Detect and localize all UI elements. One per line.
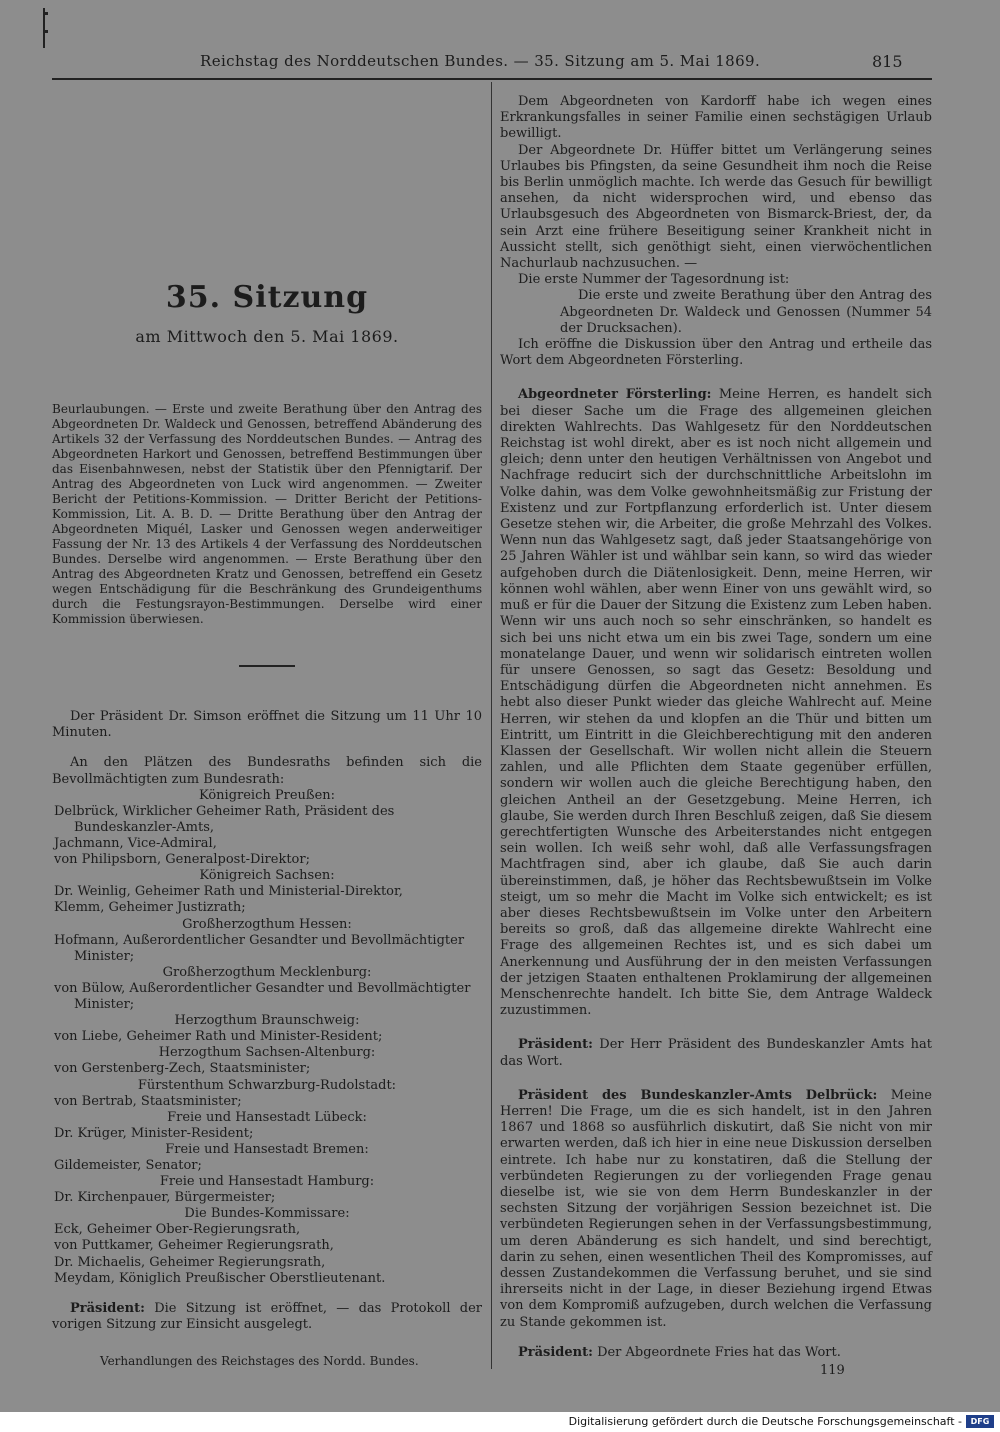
roster-state: Die Bundes-Kommissare: [184,1206,350,1222]
left-column [52,270,482,1333]
corner-dot [45,12,48,15]
speech-praesident-2 [500,1345,932,1361]
dfg-logo-icon: DFG [966,1415,994,1428]
right-column [500,94,932,1378]
roster-member: Dr. Kirchenpauer, Bürgermeister; [54,1190,276,1206]
roster-state: Großherzogthum Hessen: [182,916,352,932]
roster-member: von Philipsborn, Generalpost-Direktor; [54,852,310,868]
roster-state: Großherzogthum Mecklenburg: [162,964,372,980]
roster-member: von Bertrab, Staatsminister; [54,1093,242,1109]
paragraph: Der Abgeordnete Dr. Hüffer bittet um Verlängerung seines Urlaubes bis Pfingsten, da seine Gesundheit ihm noch die Reise bis Berlin unmöglich machte. Ich werde das Gesuch für bewilligt ansehen, da nicht widersprochen wird, und ebenso das Urlaubsgesuch des Abgeordneten von Bismarck-Briest, der, da sein Arzt eine frühere Beseitigung seiner Krankheit nicht in Aussicht stellt, sich genöthigt sieht, einen vierwöchentlichen Nachurlaub nachzusuchen. — [500,142,932,272]
roster-state: Königreich Preußen: [198,787,336,803]
roster-member: von Bülow, Außerordentlicher Gesandter und Bevollmächtigter Minister; [54,980,471,1013]
roster-state: Königreich Sachsen: [199,868,335,884]
speaker-label: Abgeordneter Försterling: [518,387,712,403]
roster-state: Herzogthum Sachsen-Altenburg: [158,1045,376,1061]
corner-dot [45,30,48,33]
speaker-label: Präsident: [518,1344,593,1360]
footer-bar [0,1412,1000,1432]
roster-state: Freie und Hansestadt Hamburg: [159,1174,375,1190]
paragraph: Dem Abgeordneten von Kardorff habe ich wegen eines Erkrankungsfalles in seiner Familie einen sechstägigen Urlaub bewilligt. [500,94,932,142]
session-title: 35. Sitzung [165,280,369,315]
roster-member: von Puttkamer, Geheimer Regierungsrath, [54,1238,334,1254]
roster-member: Delbrück, Wirklicher Geheimer Rath, Präsident des Bundeskanzler-Amts, [54,803,395,835]
speaker-label: Präsident: [70,1300,145,1316]
speech-delbrueck [500,1088,932,1331]
page-number: 815 [872,52,903,71]
speech-praesident [500,1037,932,1069]
roster-member: Gildemeister, Senator; [54,1157,202,1173]
bundesrath-intro: An den Plätzen des Bundesraths befinden sich die Bevollmächtigten zum Bundesrath: [52,755,482,787]
president-opening [52,1301,482,1333]
bottom-imprint: Verhandlungen des Reichstages des Nordd. Bundes. [100,1354,419,1368]
roster-member: Dr. Michaelis, Geheimer Regierungsrath, [54,1254,326,1270]
speech-text: Der Abgeordnete Fries hat das Wort. [597,1344,841,1360]
section-rule [239,665,295,667]
paragraph: Die erste Nummer der Tagesordnung ist: [518,272,790,288]
roster-state: Freie und Hansestadt Bremen: [165,1141,369,1157]
speech-text: Der Herr Präsident des Bundeskanzler Amts hat das Wort. [500,1037,932,1069]
roster-state: Freie und Hansestadt Lübeck: [167,1109,367,1125]
roster-state: Fürstenthum Schwarzburg-Rudolstadt: [137,1077,397,1093]
session-summary: Beurlaubungen. — Erste und zweite Berathung über den Antrag des Abgeordneten Dr. Waldeck und Genossen, betreffend Abänderung des Artikels 32 der Verfassung des Norddeutschen Bundes. — Antrag des Abgeordneten Harkort und Genossen, betreffend Bestimmungen über das Eisenbahnwesen, nebst der Statistik über den Pfennigtarif. Der Antrag des Abgeordneten von Luck wird angenommen. — Zweiter Bericht der Petitions-Kommission. — Dritter Bericht der Petitions-Kommission, Lit. A. B. D. — Dritte Berathung über den Antrag der Abgeordneten Miquél, Lasker und Genossen wegen anderweitiger Fassung der Nr. 13 des Artikels 4 der Verfassung des Norddeutschen Bundes. Derselbe wird angenommen. — Erste Berathung über den Antrag des Abgeordneten Kratz und Genossen, betreffend ein Gesetz wegen Entschädigung für die Beschränkung des Grundeigenthums durch die Festungsrayon-Bestimmungen. Derselbe wird einer Kommission überwiesen. [52,402,482,626]
roster-member: Meydam, Königlich Preußischer Oberstlieutenant. [54,1270,386,1286]
session-date: am Mittwoch den 5. Mai 1869. [135,327,399,346]
roster-member: von Gerstenberg-Zech, Staatsminister; [54,1061,311,1077]
speech-text: Meine Herren! Die Frage, um die es sich handelt, ist in den Jahren 1867 und 1868 so ausführlich diskutirt, daß Sie nicht von mir erwarten werden, daß ich hier in eine neue Diskussion derselben eintrete. Ich habe nur zu konstatiren, daß die Stellung der verbündeten Regierungen zu der vorliegenden Frage genau dieselbe ist, wie sie von dem Herrn Bundeskanzler in der sechsten Sitzung der vorjährigen Session bezeichnet ist. Die verbündeten Regierungen sehen in der Verfassungsbestimmung, um deren Abänderung es sich handelt, und sind berechtigt, darin zu sehen, einen wesentlichen Theil des Kompromisses, auf dessen Zustandekommen die Verfassung beruhet, und sie sind ihrerseits nicht in der Lage, in dieser Beziehung irgend Etwas von dem Kompromiß aufzugeben, durch welchen die Verfassung zu Stande gekommen ist. [500,1087,932,1330]
speech-foersterling [500,387,932,1019]
roster-member: Jachmann, Vice-Admiral, [54,836,217,852]
roster-member: Dr. Weinlig, Geheimer Rath und Ministerial-Direktor, [54,884,403,900]
agenda-item: Die erste und zweite Berathung über den Antrag des Abgeordneten Dr. Waldeck und Genossen (Nummer 54 der Drucksachen). [560,288,932,336]
roster-member: Dr. Krüger, Minister-Resident; [54,1125,254,1141]
speech-text: Meine Herren, es handelt sich bei dieser Sache um die Frage des allgemeinen gleichen direkten Wahlrechts. Das Wahlgesetz für den Norddeutschen Reichstag ist wohl direkt, aber es ist noch nicht allgemein und gleich; denn unter den heutigen Verhältnissen von Angebot und Nachfrage reducirt sich der durchschnittliche Arbeitslohn im Volke dahin, was dem Volke gewohnheitsmäßig zur Fristung der Existenz und zur Fortpflanzung erforderlich ist. Unter diesem Gesetze stehen wir, die Arbeiter, die große Mehrzahl des Volkes. Wenn nun das Wahlgesetz sagt, daß jeder Staatsangehörige von 25 Jahren Wähler ist und wählbar sein kann, so wird das wieder aufgehoben durch die Diätenlosigkeit. Denn, meine Herren, wir können wohl wählen, aber wenn Einer von uns gewählt wird, so muß er für die Dauer der Sitzung die Existenz zum Leben haben. Wenn wir uns auch noch so sehr einschränken, so handelt es sich bei uns nicht etwa um ein bis zwei Tage, sondern um eine monatelange Dauer, und wenn wir solidarisch eintreten wollen für unsere Genossen, so sagt das Gesetz: Besoldung und Entschädigung dürfen die Abgeordneten nicht annehmen. Es hebt also dieser Punkt wieder das gleiche Wahlrecht auf. Meine Herren, wir stehen da und klopfen an die Thür und bitten um Eintritt, um Eintritt in die Gleichberechtigung mit den anderen Klassen der Gesellschaft. Wir wollen nicht allein die Steuern zahlen, und alle Pflichten dem Staate gegenüber erfüllen, sondern wir wollen auch die gleiche Berechtigung haben, den gleichen Antheil an der Gesetzgebung. Meine Herren, ich glaube, Sie werden durch Ihren Beschluß zeigen, daß Sie diesem gerechtfertigten Wunsche des Arbeiterstandes nicht entgegen sein wollen. Ich weiß sehr wohl, daß alle Verfassungsfragen Machtfragen sind, aber ich glaube, daß Sie auch darin übereinstimmen, daß, je höher das Rechtsbewußtsein im Volke steigt, um so mehr die Macht im Volke sich entwickelt; es ist aber dieses Rechtsbewußtsein im Volke unter den Arbeitern bereits so groß, daß das allgemeine direkte Wahlrecht eine Frage des allgemeinen Rechtes ist, und es sich dabei um Anerkennung und Ausführung der in den meisten Verfassungen der jetzigen Staaten enthaltenen Proklamirung der allgemeinen Menschenrechte handelt. Ich bitte Sie, dem Antrage Waldeck zuzustimmen. [500,387,932,1019]
funding-credit: Digitalisierung gefördert durch die Deutsche Forschungsgemeinschaft - [568,1415,962,1428]
speaker-label: Präsident: [518,1037,593,1053]
paragraph: Ich eröffne die Diskussion über den Antrag und ertheile das Wort dem Abgeordneten Försterling. [500,337,932,369]
header-rule [52,78,932,80]
roster-state: Herzogthum Braunschweig: [174,1013,360,1029]
roster-member: Klemm, Geheimer Justizrath; [54,900,246,916]
opening-paragraph: Der Präsident Dr. Simson eröffnet die Sitzung um 11 Uhr 10 Minuten. [52,709,482,741]
roster-member: von Liebe, Geheimer Rath und Minister-Resident; [54,1029,383,1045]
roster-member: Eck, Geheimer Ober-Regierungsrath, [54,1222,301,1238]
roster-member: Hofmann, Außerordentlicher Gesandter und Bevollmächtigter Minister; [54,932,465,964]
running-head: Reichstag des Norddeutschen Bundes. — 35. Sitzung am 5. Mai 1869. [200,52,761,70]
column-divider [491,82,492,1369]
speech-text: Die Sitzung ist eröffnet, — das Protokoll der vorigen Sitzung zur Einsicht ausgelegt. [52,1300,482,1332]
bundesrath-roster [52,788,482,1287]
speaker-label: Präsident des Bundeskanzler-Amts Delbrück: [518,1087,878,1103]
sheet-signature: 119 [820,1363,845,1379]
